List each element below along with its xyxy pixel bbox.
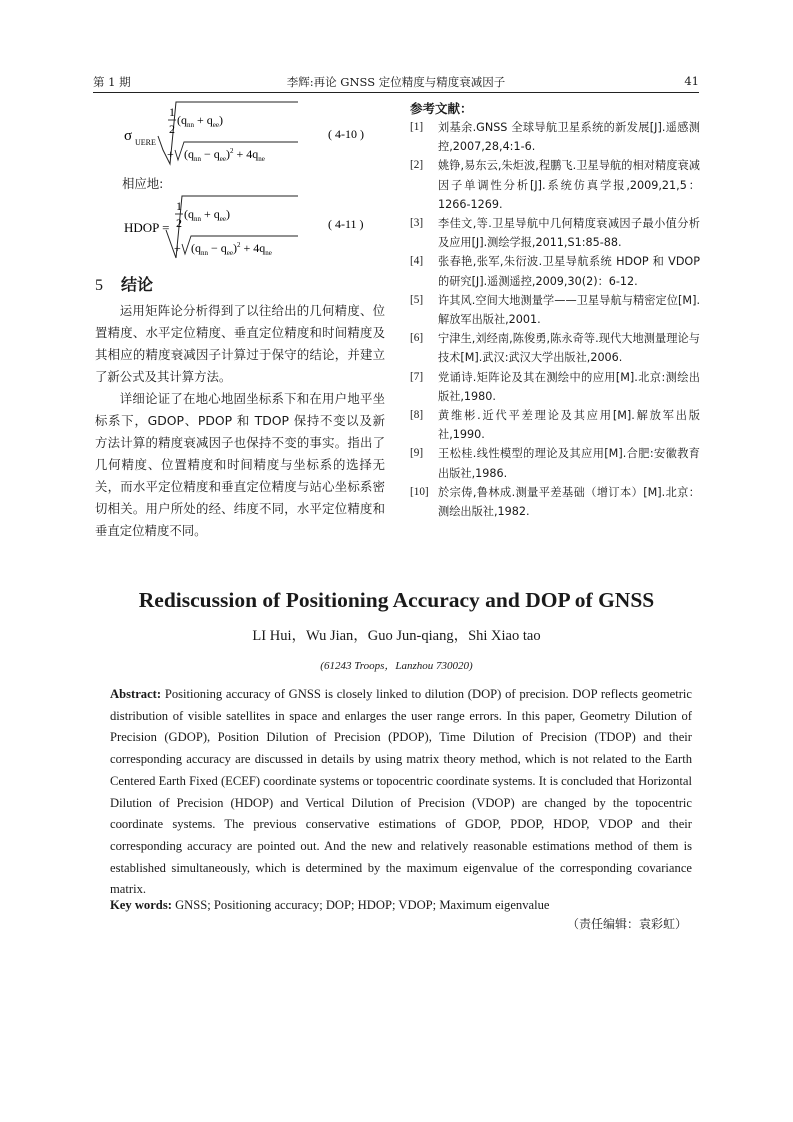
reference-item — [410, 214, 700, 252]
issue-label: 第 1 期 — [93, 75, 131, 89]
eq1-top-open: (q — [177, 113, 187, 127]
eq1-bot-sub1: nn — [194, 155, 201, 163]
reference-item — [410, 252, 700, 290]
conclusion-body — [95, 300, 385, 542]
eq2-top-sub2: ee — [219, 215, 226, 223]
ref-num: [1] — [410, 121, 424, 133]
section-title: 结论 — [121, 275, 154, 294]
header-rule — [93, 92, 699, 93]
eq1-frac-den: 2 — [169, 122, 175, 136]
english-authors: LI Hui，Wu Jian，Guo Jun-qiang，Shi Xiao tao — [252, 628, 541, 644]
ref-num: [7] — [410, 370, 424, 383]
eq1-bot-plus: + — [167, 147, 174, 161]
editor-note: （责任编辑：袁彩虹） — [566, 917, 687, 931]
eq1-top-sub2: ee — [212, 121, 219, 129]
svg-text:(qnn − qee)2 + 4qne — [191, 241, 272, 257]
eq2-bot-add: + 4q — [240, 241, 266, 255]
ref-text: 宁津生,刘经南,陈俊勇,陈永奇等.现代大地测量理论与技术[M].武汉:武汉大学出版社,2006. — [438, 332, 700, 365]
english-abstract — [110, 684, 692, 901]
abstract-text: Positioning accuracy of GNSS is closely linked to dilution (DOP) of precision. DOP reflects geometric distribution of visible satellites in space and enlarges the user range errors. In this paper, Geometry Dilution of Precision (GDOP), Position Dilution of Precision (PDOP), Time Dilution of Precision (TDOP) and their corresponding accuracy are discussed in details by using matrix theory method, which is not related to the Earth Centered Earth Fixed (ECEF) coordinate systems or topocentric coordinate systems. It is concluded that Horizontal Dilution of Precision (HDOP) and Vertical Dilution of Precision (VDOP) are changed by the topocentric coordinate systems. The previous conservative estimations of GDOP, PDOP, HDOP, VDOP and their corresponding accuracy are pointed out. And the new and relatively reasonable estimations method of them is established simultaneously, which is determined by the maximum eigenvalue of the corresponding covariance matrix. — [110, 687, 692, 897]
eq1-bot-open: (q — [184, 147, 194, 161]
ref-text: 刘基余.GNSS 全球导航卫星系统的新发展[J].遥感测控,2007,28,4:1-6. — [438, 121, 700, 154]
ref-num: [6] — [410, 332, 424, 345]
eq2-number: ( 4-11 ) — [328, 217, 364, 231]
svg-text:(qnn − qee)2 + 4qne — [184, 147, 265, 163]
abstract-label: Abstract: — [110, 687, 162, 701]
eq1-sigma: σ — [124, 128, 133, 144]
section-number: 5 — [95, 277, 103, 294]
page-number: 41 — [684, 74, 699, 88]
ref-num: [8] — [410, 409, 424, 422]
eq1-bot-sub2: ee — [219, 155, 226, 163]
conclusion-paragraph-2: 详细论证了在地心地固坐标系下和在用户地平坐标系下，GDOP、PDOP 和 TDOP 保持不变以及新方法计算的精度衰减因子也保持不变的事实。指出了几何精度、位置精度和时间精度与坐标系的选择无关，而水平定位精度和垂直定位精度与站心坐标系密切相关。用户所处的经、纬度不同，水平定位精度和垂直定位精度不同。 — [95, 391, 385, 538]
section-heading — [95, 272, 153, 295]
eq1-sigma-sub: UERE — [135, 138, 156, 147]
ref-text: 党诵诗.矩阵论及其在测绘中的应用[M].北京:测绘出版社,1980. — [438, 370, 700, 403]
eq2-bot-sub2: ee — [226, 249, 233, 257]
reference-item — [410, 291, 700, 329]
ref-text: 姚铮,易东云,朱炬波,程鹏飞.卫星导航的相对精度衰减因子单调性分析[J].系统仿真学报,2009,21,5：1266-1269. — [438, 159, 700, 211]
svg-text:(qnn + qee) — [177, 113, 223, 129]
ref-num: [4] — [410, 255, 424, 268]
eq2-frac-num: 1 — [176, 199, 182, 213]
eq2-top-open: (q — [184, 207, 194, 221]
running-header — [93, 74, 699, 90]
eq2-lhs: HDOP = — [124, 220, 170, 235]
references-title: 参考文献： — [410, 101, 473, 116]
eq2-top-sub1: nn — [194, 215, 201, 223]
eq1-bot-sub3: ne — [258, 155, 265, 163]
eq2-bot-plus: + — [174, 241, 181, 255]
eq2-bot-sq: 2 — [237, 241, 241, 249]
reference-item — [410, 406, 700, 444]
ref-num: [2] — [410, 159, 424, 172]
eq1-bot-add: + 4q — [233, 147, 259, 161]
equation-4-10 — [118, 98, 408, 170]
reference-item — [410, 483, 700, 521]
eq1-frac-num: 1 — [169, 105, 175, 119]
eq2-top-plus: + q — [201, 207, 220, 221]
keywords-text: GNSS; Positioning accuracy; DOP; HDOP; VDOP; Maximum eigenvalue — [175, 898, 550, 912]
english-affiliation: (61243 Troops，Lanzhou 730020) — [320, 660, 473, 672]
eq1-top-close: ) — [219, 113, 223, 127]
ref-num: [3] — [410, 217, 424, 230]
ref-text: 於宗俦,鲁林成.测量平差基础（增订本）[M].北京：测绘出版社,1982. — [438, 485, 700, 519]
keywords — [110, 898, 550, 913]
reference-item — [410, 329, 700, 367]
eq2-bot-sub3: ne — [265, 249, 272, 257]
eq2-bot-sub1: nn — [201, 249, 208, 257]
eq2-bot-open: (q — [191, 241, 201, 255]
running-title: 李辉:再论 GNSS 定位精度与精度衰减因子 — [286, 75, 506, 89]
eq1-bot-close: ) — [226, 147, 230, 161]
eq2-frac-den: 2 — [176, 216, 182, 230]
eq1-top-plus: + q — [194, 113, 213, 127]
reference-item — [410, 368, 700, 406]
svg-text:(qnn + qee) — [184, 207, 230, 223]
eq2-top-close: ) — [226, 207, 230, 221]
conclusion-paragraph-1: 运用矩阵论分析得到了以往给出的几何精度、位置精度、水平定位精度、垂直定位精度和时间精度及其相应的精度衰减因子计算过于保守的结论，并建立了新公式及其计算方法。 — [95, 303, 385, 384]
ref-text: 张春艳,张军,朱衍波.卫星导航系统 HDOP 和 VDOP 的研究[J].遥测遥控,2009,30(2)：6-12. — [438, 255, 700, 288]
eq1-number: ( 4-10 ) — [328, 127, 364, 141]
reference-item — [410, 444, 700, 482]
english-title: Rediscussion of Positioning Accuracy and DOP of GNSS — [138, 588, 655, 612]
ref-text: 李佳文,等.卫星导航中几何精度衰减因子最小值分析及应用[J].测绘学报,2011,S1:85-88. — [438, 217, 700, 250]
eq1-top-sub1: nn — [187, 121, 194, 129]
reference-item — [410, 156, 700, 214]
ref-num: [9] — [410, 447, 424, 460]
ref-text: 许其风.空间大地测量学——卫星导航与精密定位[M].解放军出版社,2001. — [438, 293, 700, 327]
eq1-bot-sq: 2 — [230, 147, 234, 155]
keywords-label: Key words: — [110, 898, 172, 912]
ref-num: [10] — [410, 485, 429, 498]
eq2-bot-minus: − q — [208, 241, 227, 255]
eq1-bot-minus: − q — [201, 147, 220, 161]
ref-text: 王松桂.线性模型的理论及其应用[M].合肥:安徽教育出版社,1986. — [438, 447, 700, 480]
ref-text: 黄维彬.近代平差理论及其应用[M].解放军出版社,1990. — [438, 409, 700, 442]
eq2-bot-close: ) — [233, 241, 237, 255]
equation-4-11 — [118, 192, 408, 264]
ref-num: [5] — [410, 293, 424, 306]
between-text: 相应地: — [122, 176, 164, 191]
references-list — [410, 118, 700, 521]
reference-item — [410, 118, 700, 156]
